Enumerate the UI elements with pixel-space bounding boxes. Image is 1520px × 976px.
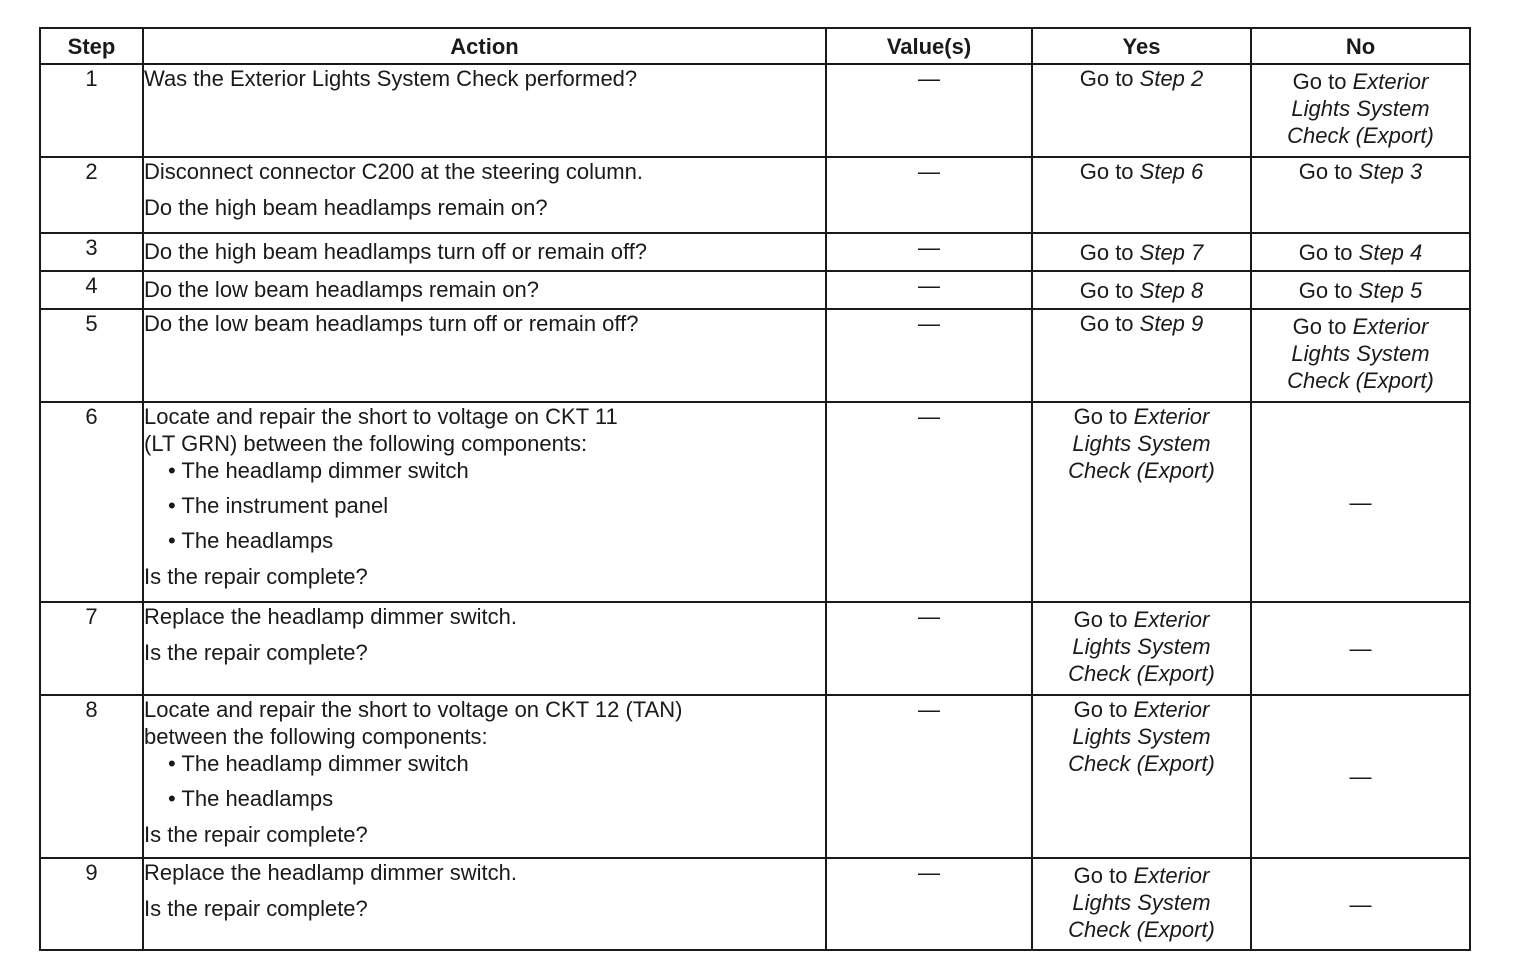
action-cell — [143, 64, 826, 157]
no-prefix: Go to — [1298, 159, 1359, 184]
yes-prefix: Go to — [1079, 239, 1140, 265]
no-cell — [1251, 233, 1470, 271]
yes-cell — [1032, 271, 1251, 309]
yes-ref-line3: Check (Export) — [1068, 661, 1215, 686]
no-cell — [1251, 157, 1470, 233]
action-cell — [143, 271, 826, 309]
header-action: Action — [143, 28, 826, 64]
yes-ref: Exterior — [1133, 863, 1210, 888]
component-list — [144, 457, 825, 554]
action-cell — [143, 157, 826, 233]
no-ref-line2: Lights System — [1291, 96, 1430, 121]
step-number: 4 — [40, 271, 143, 309]
value-cell: — — [826, 233, 1032, 271]
step-number: 8 — [40, 695, 143, 858]
no-ref: Step 4 — [1358, 239, 1423, 265]
action-text: Do the high beam headlamps turn off or remain off? — [144, 239, 648, 264]
action-question: Is the repair complete? — [144, 822, 368, 847]
action-cell — [143, 309, 826, 402]
value-cell: — — [826, 858, 1032, 950]
yes-cell — [1032, 64, 1251, 157]
yes-ref-line2: Lights System — [1072, 431, 1211, 456]
step-number: 3 — [40, 233, 143, 271]
table-row — [40, 695, 1470, 858]
no-cell: — — [1251, 695, 1470, 858]
action-text-line2: (LT GRN) between the following components: — [144, 431, 588, 456]
list-item: • The headlamps — [168, 528, 334, 553]
yes-cell — [1032, 602, 1251, 695]
yes-ref-line3: Check (Export) — [1068, 458, 1215, 483]
yes-ref: Exterior — [1133, 607, 1210, 632]
yes-ref-line2: Lights System — [1072, 724, 1211, 749]
no-ref: Exterior — [1352, 314, 1429, 339]
header-row — [40, 28, 1470, 64]
yes-prefix: Go to — [1073, 697, 1134, 722]
value-cell: — — [826, 157, 1032, 233]
yes-cell — [1032, 402, 1251, 602]
header-yes: Yes — [1032, 28, 1251, 64]
action-text-line1: Locate and repair the short to voltage on CKT 12 (TAN) — [144, 697, 683, 722]
no-ref-line2: Lights System — [1291, 341, 1430, 366]
no-cell — [1251, 309, 1470, 402]
yes-ref: Exterior — [1133, 697, 1210, 722]
yes-cell — [1032, 695, 1251, 858]
action-question: Is the repair complete? — [144, 896, 368, 921]
header-no: No — [1251, 28, 1470, 64]
no-ref-line3: Check (Export) — [1287, 123, 1434, 148]
yes-cell — [1032, 858, 1251, 950]
step-number: 6 — [40, 402, 143, 602]
yes-prefix: Go to — [1073, 863, 1134, 888]
yes-ref: Step 8 — [1139, 277, 1204, 303]
no-cell: — — [1251, 858, 1470, 950]
yes-prefix: Go to — [1073, 404, 1134, 429]
action-cell — [143, 402, 826, 602]
step-number: 5 — [40, 309, 143, 402]
no-cell: — — [1251, 402, 1470, 602]
table-row — [40, 157, 1470, 233]
yes-prefix: Go to — [1073, 607, 1134, 632]
action-text: Replace the headlamp dimmer switch. — [144, 604, 517, 629]
step-number: 1 — [40, 64, 143, 157]
table-row — [40, 602, 1470, 695]
action-cell — [143, 858, 826, 950]
table-row — [40, 858, 1470, 950]
value-cell: — — [826, 271, 1032, 309]
table-row — [40, 402, 1470, 602]
header-values: Value(s) — [826, 28, 1032, 64]
yes-ref-line3: Check (Export) — [1068, 917, 1215, 942]
no-ref: Exterior — [1352, 69, 1429, 94]
list-item: • The headlamps — [168, 786, 334, 811]
step-number: 7 — [40, 602, 143, 695]
action-cell — [143, 695, 826, 858]
yes-prefix: Go to — [1079, 311, 1140, 336]
diagnostic-table — [39, 27, 1471, 951]
action-text: Was the Exterior Lights System Check performed? — [144, 66, 638, 91]
no-ref-line3: Check (Export) — [1287, 368, 1434, 393]
yes-ref: Step 7 — [1139, 239, 1204, 265]
no-prefix: Go to — [1298, 277, 1359, 303]
no-cell: — — [1251, 602, 1470, 695]
step-number: 2 — [40, 157, 143, 233]
no-cell — [1251, 271, 1470, 309]
value-cell: — — [826, 402, 1032, 602]
yes-prefix: Go to — [1079, 66, 1140, 91]
value-cell: — — [826, 602, 1032, 695]
no-ref: Step 3 — [1358, 159, 1423, 184]
action-text-line1: Locate and repair the short to voltage on CKT 11 — [144, 404, 618, 429]
list-item: • The headlamp dimmer switch — [168, 751, 469, 776]
table-row — [40, 309, 1470, 402]
action-cell — [143, 233, 826, 271]
list-item: • The headlamp dimmer switch — [168, 458, 469, 483]
bullet-dot: • — [168, 493, 176, 518]
value-cell: — — [826, 309, 1032, 402]
value-cell: — — [826, 64, 1032, 157]
action-text: Do the low beam headlamps turn off or remain off? — [144, 311, 639, 336]
yes-cell — [1032, 309, 1251, 402]
yes-prefix: Go to — [1079, 159, 1140, 184]
list-item: • The instrument panel — [168, 493, 389, 518]
yes-ref: Step 2 — [1139, 66, 1204, 91]
no-ref: Step 5 — [1358, 277, 1423, 303]
yes-prefix: Go to — [1079, 277, 1140, 303]
action-cell — [143, 602, 826, 695]
action-question: Is the repair complete? — [144, 640, 368, 665]
component-list — [144, 750, 825, 812]
bullet-dot: • — [168, 786, 176, 811]
value-cell: — — [826, 695, 1032, 858]
table-row — [40, 271, 1470, 309]
header-step: Step — [40, 28, 143, 64]
bullet-dot: • — [168, 751, 176, 776]
yes-ref: Exterior — [1133, 404, 1210, 429]
action-question: Is the repair complete? — [144, 564, 368, 589]
bullet-dot: • — [168, 458, 176, 483]
yes-ref: Step 9 — [1139, 311, 1204, 336]
yes-cell — [1032, 233, 1251, 271]
yes-cell — [1032, 157, 1251, 233]
yes-ref-line3: Check (Export) — [1068, 751, 1215, 776]
table-row — [40, 64, 1470, 157]
no-prefix: Go to — [1292, 314, 1353, 339]
yes-ref-line2: Lights System — [1072, 890, 1211, 915]
yes-ref-line2: Lights System — [1072, 634, 1211, 659]
action-text: Disconnect connector C200 at the steering column. — [144, 159, 643, 184]
no-cell — [1251, 64, 1470, 157]
action-text-line2: between the following components: — [144, 724, 488, 749]
action-text: Replace the headlamp dimmer switch. — [144, 860, 517, 885]
yes-ref: Step 6 — [1139, 159, 1204, 184]
action-question: Do the high beam headlamps remain on? — [144, 195, 548, 220]
no-prefix: Go to — [1298, 239, 1359, 265]
action-text: Do the low beam headlamps remain on? — [144, 277, 540, 302]
bullet-dot: • — [168, 528, 176, 553]
step-number: 9 — [40, 858, 143, 950]
table-row — [40, 233, 1470, 271]
no-prefix: Go to — [1292, 69, 1353, 94]
